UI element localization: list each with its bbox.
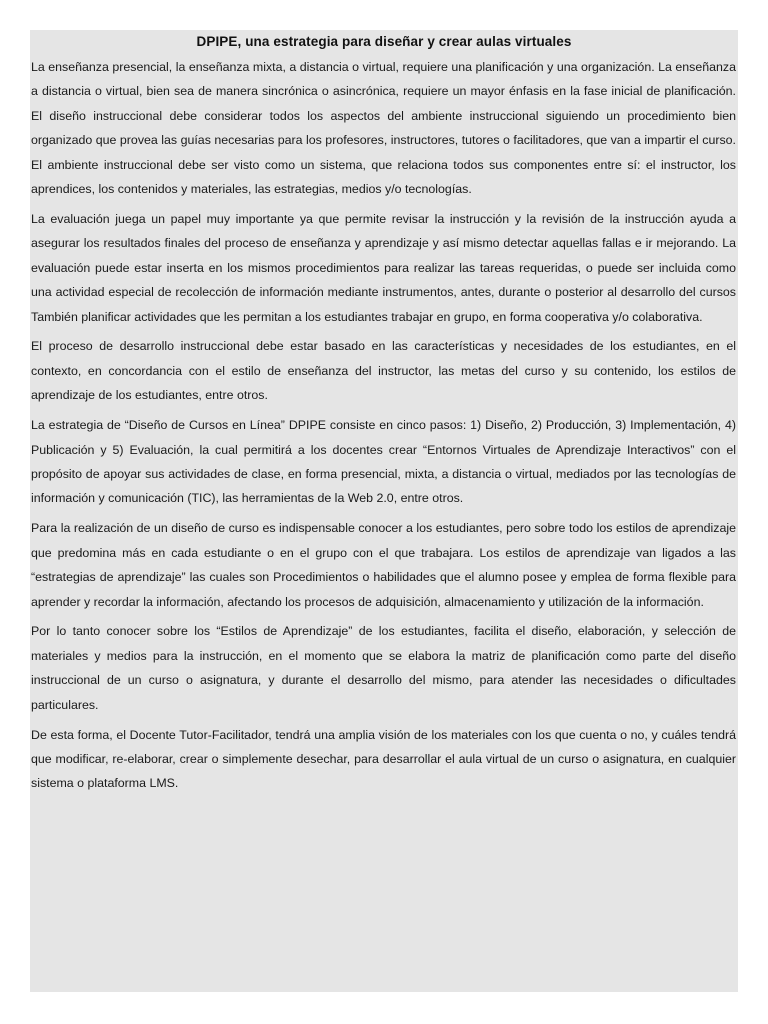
- paragraph-3: El proceso de desarrollo instruccional debe estar basado en las características y necesidades de los estudiantes, en el contexto, en concordancia con el estilo de enseñanza del instructor, las metas del curso y su contenido, los estilos de aprendizaje de los estudiantes, entre otros.: [31, 339, 736, 403]
- paragraph-4: La estrategia de “Diseño de Cursos en Línea” DPIPE consiste en cinco pasos: 1) Diseño, 2) Producción, 3) Implementación, 4) Publicación y 5) Evaluación, la cual permitirá a los docentes crear “Entornos Virtuales de Aprendizaje Interactivos” con el propósito de apoyar sus actividades de clase, en forma presencial, mixta, a distancia o virtual, mediados por las tecnologías de información y comunicación (TIC), las herramientas de la Web 2.0, entre otros.: [31, 418, 736, 506]
- document-page: [30, 30, 738, 992]
- paragraph-5: Para la realización de un diseño de curso es indispensable conocer a los estudiantes, pero sobre todo los estilos de aprendizaje que predomina más en cada estudiante o en el grupo con el que trabajara. Los estilos de aprendizaje van ligados a las “estrategias de aprendizaje” las cuales son Procedimientos o habilidades que el alumno posee y emplea de forma flexible para aprender y recordar la información, afectando los procesos de adquisición, almacenamiento y utilización de la información.: [31, 521, 736, 609]
- paragraph-2: La evaluación juega un papel muy importante ya que permite revisar la instrucción y la revisión de la instrucción ayuda a asegurar los resultados finales del proceso de enseñanza y aprendizaje y así mismo detectar aquellas fallas e ir mejorando. La evaluación puede estar inserta en los mismos procedimientos para realizar las tareas requeridas, o puede ser incluida como una actividad especial de recolección de información mediante instrumentos, antes, durante o posterior al desarrollo del cursos También planificar actividades que les permitan a los estudiantes trabajar en grupo, en forma cooperativa y/o colaborativa.: [31, 211, 736, 324]
- document-title: DPIPE, una estrategia para diseñar y crear aulas virtuales: [196, 34, 572, 49]
- paragraph-6: Por lo tanto conocer sobre los “Estilos de Aprendizaje” de los estudiantes, facilita el diseño, elaboración, y selección de materiales y medios para la instrucción, en el momento que se elabora la matriz de planificación como parte del diseño instruccional de un curso o asignatura, y durante el desarrollo del mismo, para atender las necesidades o dificultades particulares.: [31, 624, 736, 712]
- paragraph-7: De esta forma, el Docente Tutor-Facilitador, tendrá una amplia visión de los materiales con los que cuenta o no, y cuáles tendrá que modificar, re-elaborar, crear o simplemente desechar, para desarrollar el aula virtual de un curso o asignatura, en cualquier sistema o plataforma LMS.: [31, 727, 736, 791]
- paragraph-1: La enseñanza presencial, la enseñanza mixta, a distancia o virtual, requiere una planificación y una organización. La enseñanza a distancia o virtual, bien sea de manera sincrónica o asincrónica, requiere un mayor énfasis en la fase inicial de planificación. El diseño instruccional debe considerar todos los aspectos del ambiente instruccional siguiendo un procedimiento bien organizado que provea las guías necesarias para los profesores, instructores, tutores o facilitadores, que van a impartir el curso. El ambiente instruccional debe ser visto como un sistema, que relaciona todos sus componentes entre sí: el instructor, los aprendices, los contenidos y materiales, las estrategias, medios y/o tecnologías.: [31, 60, 736, 197]
